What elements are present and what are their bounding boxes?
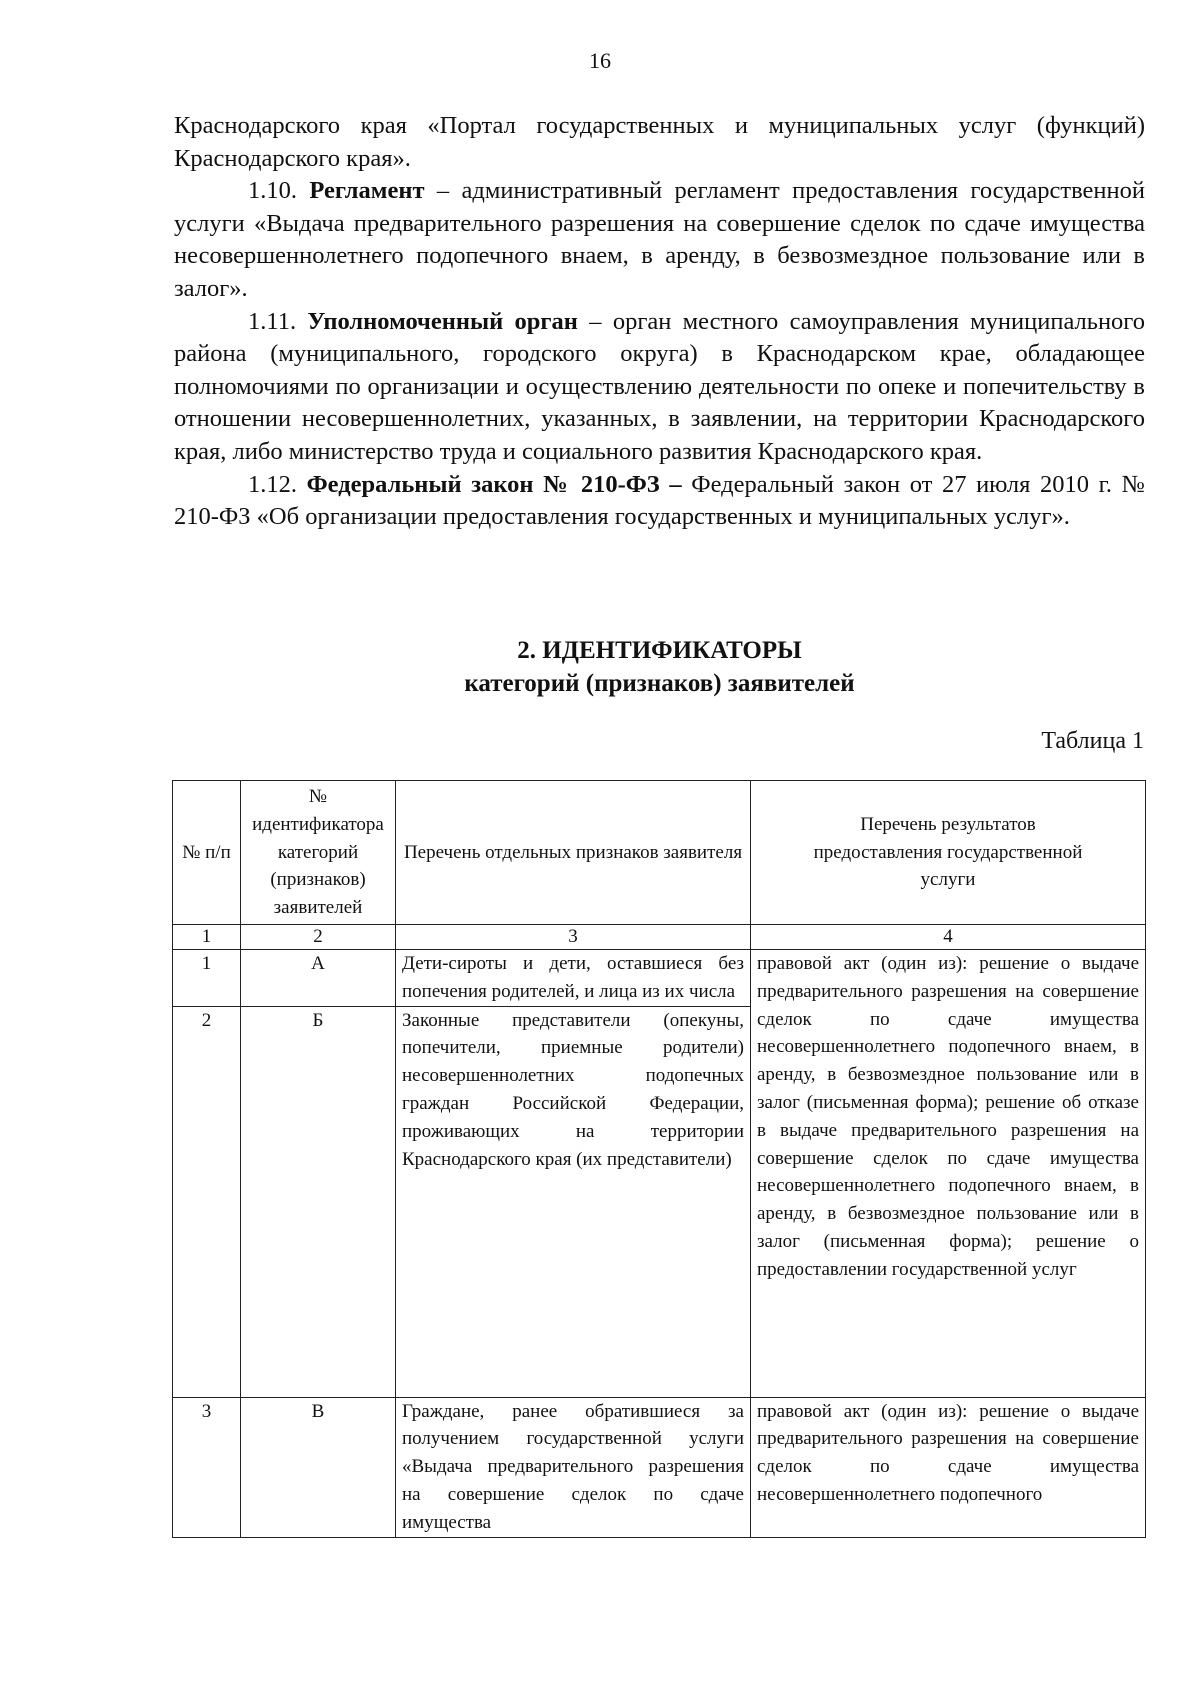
- definition-text: – административный регламент предоставления государственной услуги «Выдача предварительного разрешения на совершение сделок по сдаче имущества несовершеннолетнего подопечного внаем, в аренду, в безвозмездное пользование или в залог».: [174, 177, 1145, 302]
- header-applicant-signs: Перечень отдельных признаков заявителя: [396, 781, 751, 925]
- applicant-signs: Граждане, ранее обратившиеся за получением государственной услуги «Выдача предварительного разрешения на совершение сделок по сдаче имущества: [396, 1397, 751, 1537]
- row-number: 1: [173, 949, 241, 1006]
- row-number: 2: [173, 1006, 241, 1397]
- clause-number: 1.12.: [248, 470, 297, 498]
- applicant-signs: Законные представители (опекуны, попечители, приемные родители) несовершеннолетних подопечных граждан Российской Федерации, проживающих на территории Краснодарского края (их представители): [396, 1006, 751, 1397]
- paragraph-1-11: [174, 306, 1145, 469]
- column-number: 3: [396, 924, 751, 949]
- term-federal-law: Федеральный закон № 210-ФЗ –: [306, 470, 682, 498]
- identifiers-table: [172, 780, 1146, 1538]
- table-row: [173, 949, 1146, 1006]
- table-caption: Таблица 1: [1041, 728, 1144, 754]
- page-number: 16: [589, 48, 611, 73]
- paragraph-1-10: [174, 175, 1145, 305]
- paragraph-1-12: [174, 469, 1145, 534]
- body-text: [174, 110, 1145, 534]
- section-title: 2. ИДЕНТИФИКАТОРЫ: [517, 637, 802, 664]
- column-number: 4: [751, 924, 1146, 949]
- table-row: [173, 1397, 1146, 1537]
- category-id: В: [241, 1397, 396, 1537]
- category-id: А: [241, 949, 396, 1006]
- term-authorized-body: Уполномоченный орган: [307, 307, 578, 335]
- column-number: 1: [173, 924, 241, 949]
- header-results: Перечень результатов предоставления государственной услуги: [751, 781, 1146, 925]
- clause-number: 1.10.: [248, 177, 297, 205]
- table-header-row: [173, 781, 1146, 925]
- column-number: 2: [241, 924, 396, 949]
- section-heading: [174, 634, 1145, 700]
- header-category-id: № идентификатора категорий (признаков) заявителей: [241, 781, 396, 925]
- header-row-number: № п/п: [173, 781, 241, 925]
- column-number-row: [173, 924, 1146, 949]
- term-reglament: Регламент: [309, 177, 425, 205]
- definition-text: Федеральный закон от 27 июля 2010 г. № 210-ФЗ «Об организации предоставления государственных и муниципальных услуг».: [174, 470, 1146, 531]
- results-cell: правовой акт (один из): решение о выдаче предварительного разрешения на совершение сделок по сдаче имущества несовершеннолетнего подопечного: [751, 1397, 1146, 1537]
- results-cell: правовой акт (один из): решение о выдаче предварительного разрешения на совершение сделок по сдаче имущества несовершеннолетнего подопечного внаем, в аренду, в безвозмездное пользование или в залог (письменная форма); решение об отказе в выдаче предварительного разрешения на совершение сделок по сдаче имущества несовершеннолетнего подопечного внаем, в аренду, в безвозмездное пользование или в залог (письменная форма); решение о предоставлении государственной услуг: [751, 949, 1146, 1397]
- paragraph-portal-continuation: Краснодарского края «Портал государственных и муниципальных услуг (функций) Краснодарского края».: [174, 112, 1145, 172]
- applicant-signs: Дети-сироты и дети, оставшиеся без попечения родителей, и лица из их числа: [396, 949, 751, 1006]
- section-subtitle: категорий (признаков) заявителей: [464, 670, 855, 697]
- category-id: Б: [241, 1006, 396, 1397]
- clause-number: 1.11.: [248, 307, 297, 335]
- definition-text: – орган местного самоуправления муниципального района (муниципального, городского округа) в Краснодарском крае, обладающее полномочиями по организации и осуществлению деятельности по опеке и попечительству в отношении несовершеннолетних, указанных, в заявлении, на территории Краснодарского края, либо министерство труда и социального развития Краснодарского края.: [174, 307, 1145, 465]
- row-number: 3: [173, 1397, 241, 1537]
